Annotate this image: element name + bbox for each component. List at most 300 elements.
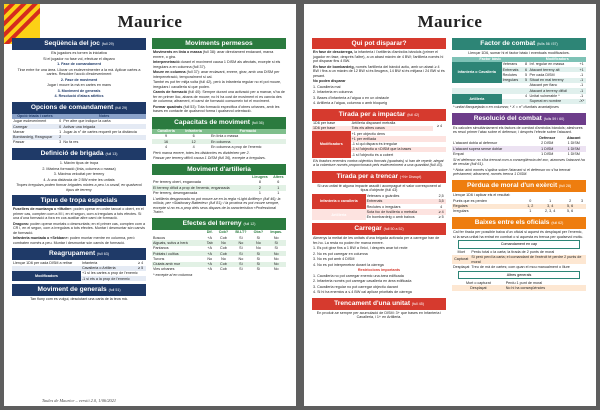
section-header (12, 38, 146, 50)
list-item: 2. Infanteria només pot carregar cavalleria en àrea edificada (313, 279, 412, 284)
phase-text: Jugar i moure la mà en cartes en mans (47, 83, 111, 87)
right-page (304, 4, 596, 406)
table-cell: Unitat vulnerable * (529, 94, 560, 99)
table-cell: Bombardeig, Reagrupar (12, 135, 58, 140)
modifier-item: -1 si ets a la prop de l'enemic (81, 276, 146, 281)
para-text: També es pot fer mitja volta (full 42), però la infanteria regular no el pot moure, irregulars i cavalleria si que poden. (153, 80, 282, 89)
table-cell: ≥ 4 (437, 123, 443, 128)
section-body (452, 192, 586, 198)
section-header (312, 171, 446, 183)
table-cell: Pantanos (153, 246, 169, 251)
section-ref: (full 62) (551, 221, 564, 226)
sequence-section (12, 38, 146, 99)
list-item: 1. Cavalleria no pot carregar enemic una àrea edificada (313, 273, 404, 278)
table-cell: En bombardeig o amb baixos (366, 215, 415, 220)
table-cell: 2 (569, 198, 572, 203)
table-cell: Mort o capturat (465, 280, 491, 285)
terrain-effects-table (152, 230, 286, 272)
table-cell: 4 (165, 144, 168, 149)
table-cell: Mort (457, 250, 465, 255)
table-cell: Boscos (153, 235, 166, 240)
modifier-item: -1 si l'objectiu a <DISM que la bases (351, 147, 446, 152)
table-header: Lleugera (252, 175, 268, 180)
table-cell: 4 (440, 204, 443, 209)
table-cell: Entrenats (502, 67, 524, 72)
officer-casualties-section (452, 217, 586, 290)
section-header (452, 180, 586, 192)
table-header: Formació (210, 129, 286, 134)
table-cell: Veterans o guàrdies (366, 194, 400, 199)
table-header: Opció triada i cartes (12, 114, 58, 119)
section-ref: (full 29) (101, 42, 114, 46)
para-text: (full 37): anar endavant, enrere, girar, amb una DISM per interpenetració, temporalment si cal. (153, 70, 280, 79)
table-cell: 0 (529, 198, 532, 203)
section-title: Trencament d'una unitat (334, 299, 411, 307)
table-cell: No (221, 256, 226, 261)
section-body (152, 272, 286, 278)
phase-text: Tirar entre for una àrea. Lliurar un esdevenimenter a la mà. Aplicar cartes a cartes. Resoldre l'acció d'esdeveniment (17, 67, 141, 76)
table-cell: 1 (549, 198, 552, 203)
table-cell: 2,5 (438, 194, 444, 199)
section-title: Pèrdua de moral d'un exèrcit (466, 181, 558, 189)
section-text: Tan fluny com es vulgui, desciutant una carta de la teva mà. (30, 297, 128, 302)
section-title: Moviments permesos (185, 40, 253, 47)
table-cell: Cob (220, 246, 227, 251)
table-cell: 0 (59, 119, 62, 124)
phase-name: 3. Moviment de generals (57, 88, 101, 93)
section-header (12, 248, 146, 260)
table-cell: 12 (180, 139, 207, 144)
table-header: Modificadors (529, 57, 586, 62)
section-ref: (+N» Disrupt) (399, 174, 422, 179)
table-cell: Sota foc de fusilleria o metralla (366, 209, 437, 214)
table-cell: Activar una brigada (62, 124, 146, 129)
table-cell: No (267, 251, 286, 256)
table-header: Cob? (218, 230, 229, 235)
table-cell: Atacant per flanc (529, 83, 558, 88)
section-header (152, 164, 286, 175)
section-body (452, 50, 586, 56)
section-title: Baixes entre els oficials (474, 219, 550, 227)
table-cell: Desplaçat (453, 264, 470, 269)
list-item: 2. Infanteria en columna (313, 90, 353, 94)
table-cell: Sí (232, 251, 251, 256)
table-cell: +A (204, 262, 215, 267)
row-group-label: Infanteria o Cavalleria (452, 62, 502, 83)
table-cell: +1 (579, 62, 584, 67)
table-cell: Artilleria disparant metralla (351, 121, 396, 125)
row-group-label: Artilleria (312, 209, 366, 220)
terrain-effects-section (152, 218, 286, 278)
para-text: (full 38): anar directament endavant, marxa enrere, o gira. (153, 50, 274, 59)
para-lead: Dragons: (13, 221, 30, 226)
table-cell: 0 (59, 124, 62, 129)
table-cell: +A (207, 246, 212, 251)
section-body (312, 310, 446, 320)
table-cell: 1 DISM (561, 146, 586, 151)
table-cell: Sí (239, 246, 243, 251)
modifier-item: +1 si les cartes a prop de l'enemic (81, 271, 138, 276)
special-troops-section (12, 195, 146, 245)
left-column-1 (12, 38, 146, 305)
left-page (4, 4, 296, 406)
table-cell: 1 DISM (567, 141, 580, 146)
section-body (152, 49, 286, 114)
table-header: Dif. (206, 230, 213, 235)
para-lead: Formar quadrats (153, 104, 183, 109)
brigade-definition-section (12, 148, 146, 192)
table-cell: 3, 4 (538, 204, 562, 209)
left-column-2 (152, 38, 286, 281)
section-ref: (full 29) (115, 105, 128, 110)
table-cell: ≥ 4 (436, 209, 446, 214)
table-cell: 3 (59, 140, 62, 145)
table-cell: 3,5 (436, 199, 446, 204)
section-ref: (full 12) (243, 221, 256, 226)
section-body (12, 50, 146, 99)
section-intro: Llençar 1D6, sumar hi el factor bàsic i eventuals modificadors. (468, 51, 570, 55)
table-cell: No (267, 262, 286, 267)
section-ref: (full 63) (97, 252, 109, 257)
table-cell: Carregar (12, 124, 58, 129)
table-row (12, 271, 146, 276)
table-header: Obs? (253, 230, 264, 235)
section-title: Seqüència del joc (44, 40, 100, 47)
table-cell: En línia o massa (210, 134, 239, 139)
charge-section (312, 223, 446, 295)
section-ref: (full 36) (251, 120, 264, 125)
section-title: Qui pot disparar? (351, 40, 407, 47)
section-note: * excepte al en columna (153, 273, 193, 278)
section-note: Si el defensor no s'ha trencat com a conseqüència del xoc, atzonses l'atacant ha de recular (full 61). (453, 157, 585, 167)
section-header (152, 218, 286, 230)
commander-casualties-table (452, 250, 586, 270)
morale-loss-table (452, 198, 586, 214)
table-cell: Cob (220, 235, 227, 240)
allowed-moves-section (152, 38, 286, 114)
table-cell: 2 DISM (541, 141, 554, 146)
section-ref: (full 42) (407, 112, 420, 117)
table-cell: No (273, 235, 279, 240)
table-cell: No (232, 240, 251, 245)
command-options-table (12, 114, 146, 146)
list-item: 1. Cavalleria mai (313, 84, 341, 89)
table-cell: En columna a prop de l'enemic (210, 144, 262, 149)
section-title: Tirada per a impactar (338, 110, 406, 118)
page-title: Maurice (417, 12, 483, 31)
table-cell: Irregulars (502, 78, 524, 83)
table-cell: Vies urbanes (153, 267, 175, 272)
table-cell: 1 DISM (541, 152, 554, 157)
intro-line: Els jugadors es tornen la iniciativa (51, 51, 107, 55)
table-cell: -1 (579, 83, 584, 88)
section-header (12, 102, 146, 114)
section-header (312, 109, 446, 121)
section-body (152, 150, 286, 161)
table-cell: 6 (525, 67, 528, 72)
table-cell: 3 (580, 198, 584, 203)
section-header (312, 223, 446, 235)
table-cell: Sí (250, 262, 266, 267)
table-cell: Sí (267, 240, 286, 245)
table-cell: Cob (220, 267, 227, 272)
table-cell: 1 DISM (567, 152, 580, 157)
modifier-item: -1 si l'objectiu és a cobert (351, 152, 394, 157)
section-ref: (fulls 59 i 60) (543, 116, 565, 121)
list-item: 2. Màxima formació (línia, columna o massa) (42, 166, 116, 171)
section-header (452, 38, 586, 50)
table-cell: 4 (192, 144, 195, 149)
table-cell: Capturat (452, 255, 470, 265)
section-body (452, 125, 586, 135)
list-item: 1. Màxim tipus de tropa (59, 161, 99, 166)
list-item: 2. No es pot carregar en columna (313, 251, 368, 256)
table-cell: 1 (59, 129, 62, 134)
section-text: En produir-se sempre per acumulació de DISM: 3+ que bases en Infanteria i Cavalleria, i 1+ en Artilleria. (316, 310, 442, 320)
section-body (312, 235, 446, 295)
list-item: 4. A una distància de 2 BW entre les unitats (43, 177, 115, 182)
table-cell: Llençar 1D6 per cada DISM a retirar (13, 260, 73, 265)
section-body (312, 158, 446, 168)
table-cell: Sí (256, 267, 261, 272)
section-intro: Si una unitat té alguna impacte assolit i acompagué el valor corresponent al tipus d'objecte (full 43) (317, 183, 441, 193)
para-text: només l'artilleria del bàndol actiu, amb un abast ≥ 4 BW i fins a un màxim de 12 BW si és lleugera, 14 BW si és mitjana i 24 BW si és pesant. (313, 64, 445, 78)
table-cell: Irregulars (453, 209, 469, 214)
morale-loss-section (452, 180, 586, 214)
hit-roll-section (312, 109, 446, 168)
table-cell: Si però perd la carta; el comandant de l'exèrcit té perdre 2 punts de moral (470, 255, 586, 265)
section-header (452, 113, 586, 125)
section-body (312, 49, 446, 106)
table-cell: Per altre que indique la carta (63, 119, 111, 124)
section-note: L'artilleria desganxada no pot moure-se en la regla «Light Artillery» (full 46); la milícia, per «Stationary Batteries» (full 81); i la proxima es pot moure sempre, excepte si no es a prop dels seus dispars de la característica «Professional Train». (153, 196, 281, 215)
para-lead: Canvis de formació (153, 90, 188, 94)
table-cell: L'atacant supera sense doblar (452, 146, 533, 151)
table-header: Impas. (270, 230, 283, 235)
modifier-item: -1 si qui dispara és irregular (351, 142, 398, 147)
para-text: (full 53): Tota formació especifica d'obres urbanes, amb les bases en contacte de qualsevol forma i qualsevol orientació. (153, 104, 280, 113)
section-body (452, 104, 586, 110)
table-cell: Cob (215, 262, 231, 267)
table-cell: Ciutats amb mur (152, 262, 204, 267)
phase-name: 4. Resolució d'atacs atlètics (54, 94, 104, 98)
para-lead: En fase de descàrrega, (313, 50, 354, 54)
section-header (152, 38, 286, 49)
table-cell: 2 (59, 135, 62, 140)
table-cell: -1 (579, 72, 584, 77)
list-item: 1. Es pot girar fins a 1 BW a l'inici, i després anar tot recte (313, 246, 408, 251)
table-cell: Sí (274, 246, 278, 251)
section-title: Factor de combat (480, 40, 536, 47)
para-text: la infanteria i l'artilleria d'ambdós bàndols (primer el jugador en fase, després l'altre), a un abast màxim de 4 BW; l'artilleria només hi pot disparar fins 4 BW. (313, 50, 444, 63)
table-cell: Reclutes o irregulars (366, 204, 401, 209)
table-cell: 2 (249, 185, 270, 190)
section-header (12, 284, 146, 296)
section-title: Carregar (354, 225, 382, 233)
table-row (452, 264, 586, 269)
table-cell: 8 (258, 180, 261, 185)
table-row (12, 140, 146, 145)
table-cell: 5 (525, 72, 528, 77)
section-note: Els tiradors enemics contra objectius formats (quadrats) si han de repetir, alegat a la coberture només proporcionarà pels esdeveniment a una quantitat (full 43). (313, 158, 444, 168)
para-text: poden operar en ordre tancat o obert, en el primer cas, compten com a M i, en el segon, com a irregulars a tots efectes. Si una d'una formació a fora en cos auxiliar altre camí de formació. (13, 207, 144, 221)
row-group-label: Infanteria o cavalleria (312, 194, 366, 210)
section-title: Capacitats de moviment (174, 118, 251, 126)
unit-break-section (312, 298, 446, 320)
table-cell: 1D6 per base (313, 121, 336, 125)
para-lead: Interpenetració (153, 60, 180, 64)
table-cell: 2, 3, 4 (545, 209, 556, 214)
section-header (152, 117, 286, 129)
section-body (312, 183, 446, 193)
table-header: Defensor (539, 136, 556, 141)
section-note: Però marxa enrere, totes les distàncies es divideixen per 2. (153, 150, 250, 155)
section-ref: (fulls 56 i 57) (537, 42, 558, 46)
modifiers-label: Modificadors (12, 271, 81, 282)
right-column-1 (312, 38, 446, 323)
table-cell: No (215, 240, 231, 245)
table-cell: No (273, 267, 279, 272)
combat-resolution-section (452, 113, 586, 177)
modifier-item: +1 per enfilada (351, 136, 446, 141)
section-ref: (full 28) (559, 183, 572, 188)
table-cell: ≥ 5 (135, 266, 146, 271)
table-cell: Tots els altres casos (351, 126, 434, 131)
combat-factor-table (452, 57, 586, 105)
section-body (152, 196, 286, 215)
table-cell: 9 (165, 134, 168, 139)
right-column-2 (452, 38, 586, 294)
para-lead: En fase de bombardeig, (313, 64, 355, 69)
phase-name: 2. Fase de moviment (60, 77, 98, 82)
table-cell: Marxar (13, 129, 25, 134)
subsection-title: Altres generals (458, 271, 580, 279)
table-cell: 6 (192, 134, 195, 139)
para-text: poden muntar mentre en columna, però combaten només a peu. Muntar i desmuntar són canvis de formació. (13, 236, 135, 245)
section-title: Moviment d'artilleria (187, 165, 251, 173)
section-ref: (full 50 a 52) (383, 227, 404, 232)
table-cell: No (250, 240, 266, 245)
table-cell: No (207, 256, 213, 261)
table-cell: Per terreny, desenganxada (153, 191, 198, 196)
list-item: 4. Artilleria a l'aigua, columna o amb bloqueig (313, 101, 388, 105)
table-cell: 16 (152, 139, 180, 144)
table-header: Altres (273, 175, 284, 180)
table-cell: Tab (204, 240, 215, 245)
intro-line: Si el jugador no fase vol, efectuar el disparo (43, 56, 115, 61)
table-cell: Reclutes (502, 72, 517, 77)
section-intro: Es calculen simultàniament els factors de combat d'ambdós bàndols; aleshores es resol primer l'atac sobre el defensor, i després l'efecte sobre l'atacant. (453, 125, 583, 135)
table-cell: No (256, 246, 261, 251)
table-cell: Entrenats (366, 199, 437, 204)
table-cell: Perdu 1 punt de moral (505, 280, 543, 285)
table-cell: L'atacant dobla al defensor (453, 141, 498, 146)
section-title: Efectes del terreny (182, 219, 242, 227)
table-cell: Jugar esdeveniment (13, 119, 47, 124)
artillery-movement-table (152, 175, 286, 196)
rally-section (12, 248, 146, 281)
table-cell: -1 (577, 88, 586, 93)
section-header (312, 38, 446, 49)
table-cell: Sí (239, 267, 243, 272)
section-intro: Cal fer tirada per possible baixa d'un oficial si aquest és desplaçat per l'enemic, si la seva unitat ha entrat en combat o si aquesta es trenca per qualsevol motiu. (453, 230, 584, 239)
table-cell: Atacant a terreny difícil (529, 88, 578, 93)
subsection-title: Comandament en cap (458, 240, 580, 248)
table-cell: 5 (525, 78, 528, 83)
rally-table (12, 260, 146, 281)
section-body (452, 157, 586, 177)
para-lead: No poden disparar (313, 79, 346, 83)
table-cell: Punts que es perden (453, 198, 488, 203)
table-cell: 6 (277, 180, 280, 185)
section-title: Definició de brigada (40, 150, 104, 158)
table-cell: Sí (256, 235, 261, 240)
command-options-section (12, 102, 146, 146)
table-cell: Sí (232, 262, 251, 267)
hit-roll-table (312, 121, 446, 158)
section-body (452, 229, 586, 239)
section-body (12, 296, 146, 302)
section-note: Passar per terreny difícil causa 1 DISM (full 36), excepte a irregulars. (153, 156, 266, 161)
movement-capacity-table (152, 129, 286, 150)
table-cell: 8 (525, 62, 528, 67)
table-cell: Veterans (502, 62, 518, 67)
table-cell: +1 (577, 67, 586, 72)
para-text: poden operar muntats o desmuntats; en el primer cas, compten com a CR i, en el segon, com a irregulars a tots efectes. Muntar i desmuntar són canvis de formació. (13, 221, 145, 235)
table-cell: Cob (215, 251, 231, 256)
table-cell: Situat en mal terreny (529, 78, 578, 83)
table-row (452, 285, 586, 290)
table-cell: 1 (258, 191, 261, 196)
section-header (12, 195, 146, 206)
table-cell: Sí (250, 251, 266, 256)
table-cell: Perdu total o la carta; la tirada de 2 punts de moral (471, 250, 555, 255)
section-header (12, 148, 146, 160)
section-header (452, 217, 586, 229)
table-cell: 1 (271, 185, 286, 190)
section-title: Resolució del combat (473, 114, 542, 122)
table-cell: 1 (529, 209, 532, 214)
table-cell: Regulars (452, 204, 522, 209)
section-ref: (full 51) (108, 288, 121, 293)
artillery-movement-section (152, 164, 286, 215)
table-cell: Per terreny obert, enganxada (153, 180, 201, 185)
table-cell: No fa res (63, 140, 79, 145)
list-item: 3. Cavalleria regular no pot carregar objectiu davant (313, 284, 398, 289)
table-header: Cavalleria (152, 129, 180, 134)
page-footer: Taules de Maurice – versió 2.0, 1/06/2021 (41, 398, 117, 403)
table-cell: +A (204, 251, 215, 256)
table-cell: Turons (153, 256, 165, 261)
table-cell: +A (207, 267, 212, 272)
list-item: 3. Màxima velocitat per terreny (53, 172, 105, 177)
movement-capacity-section (152, 117, 286, 161)
page-title: Maurice (117, 12, 183, 31)
table-cell: Poblats i cultius (152, 251, 204, 256)
table-cell: No (273, 256, 279, 261)
phase-name: 1. Fase de comandament (57, 62, 101, 66)
table-cell: 1 (277, 191, 280, 196)
para-text: durant el moviment causa 1 DISM als afectats, excepte si els irregulars a en columna (full 37). (153, 60, 281, 69)
table-cell: Sí (256, 256, 261, 261)
para-text: (full 40): Sempre durant una activació per a marxar, s'ha de fer en primer lloc, abans de moure; no hi ha cost de moviment ni es canvia des de columna; altrament, el canvi de formació consumeix tot el moviment. (153, 90, 285, 103)
table-cell: Empat (453, 152, 464, 157)
section-note: * unitat flanquejada o en columna; * X = n° d'unitats avantatjoses (453, 105, 559, 110)
table-cell (578, 209, 586, 214)
section-title: Opcions de comandament (30, 103, 114, 111)
table-cell: Aiguats, sufus a herá (152, 240, 204, 245)
table-cell: Treu de mà de cartes; com quan el mou manualment o lliure (471, 264, 570, 269)
